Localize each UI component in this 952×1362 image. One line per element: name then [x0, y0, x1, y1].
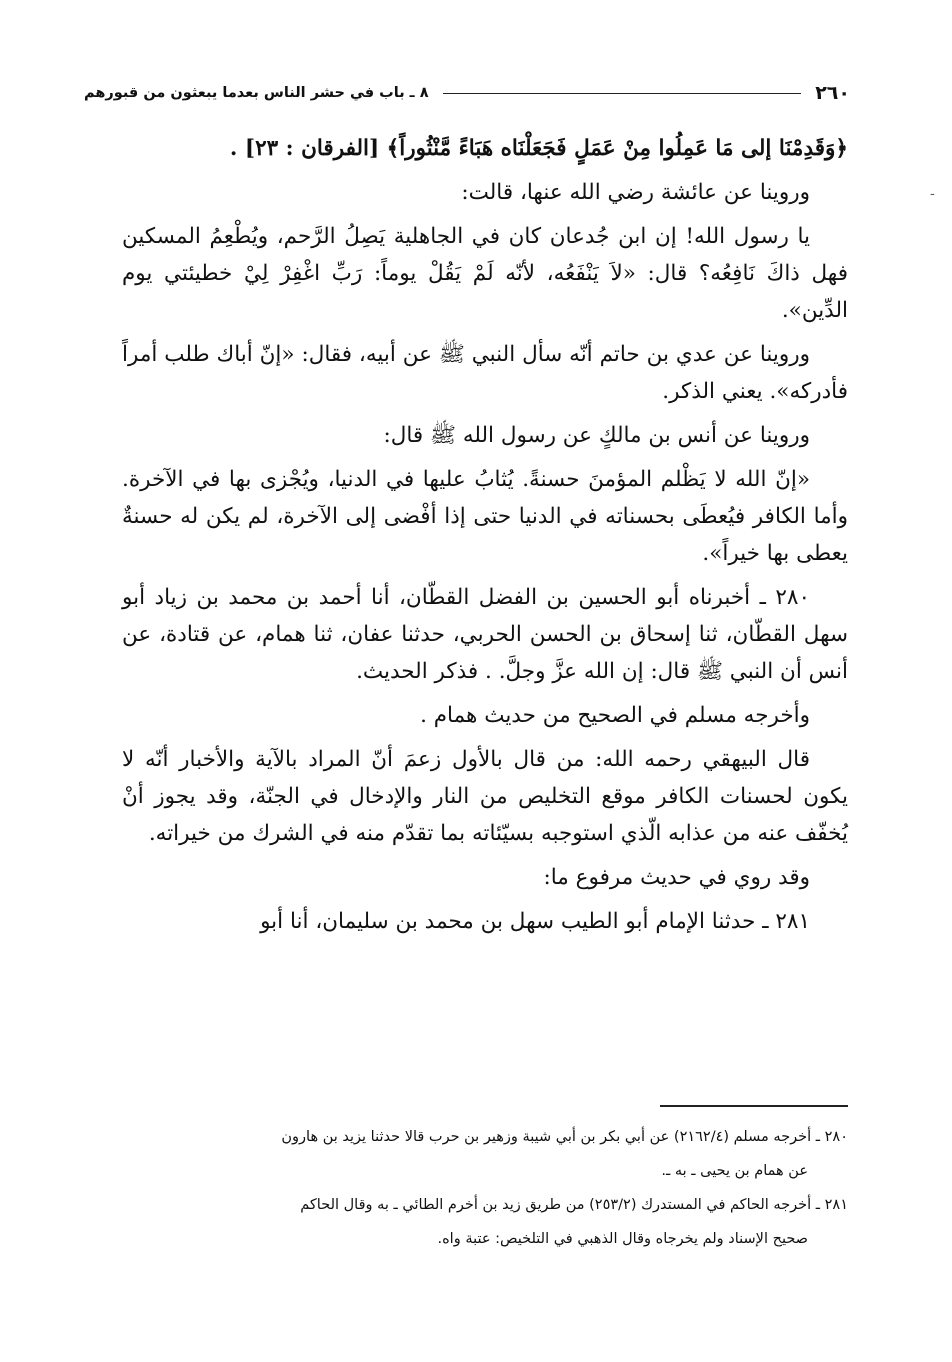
paragraph: وروينا عن عدي بن حاتم أنّه سأل النبي ﷺ عن أبيه، فقال: «إنّ أباك طلب أمراً فأدركه». يعني الذكر.	[122, 342, 848, 404]
quran-verse: ﴿وَقَدِمْنَا إلى مَا عَمِلُوا مِنْ عَمَلٍ فَجَعَلْنَاه هَبَاءً مَّنْثُوراً﴾ [الفرقان : ٢٣] .	[229, 136, 848, 161]
paragraph: وقد روي في حديث مرفوع ما:	[543, 865, 810, 890]
footnote-separator	[660, 1105, 848, 1107]
paragraph: وروينا عن عائشة رضي الله عنها، قالت:	[461, 180, 810, 205]
paragraph: ٢٨١ ـ حدثنا الإمام أبو الطيب سهل بن محمد بن سليمان، أنا أبو	[260, 909, 810, 934]
main-text	[122, 130, 848, 947]
paragraph: قال البيهقي رحمه الله: من قال بالأول زعمَ أنّ المراد بالآية والأخبار أنّه لا يكون لحسنات الكافر موقع التخليص من النار والإدخال في الجنّة، وقد يجوز أنْ يُخفّف عنه من عذابه الّذي استوجبه بسيّئاته بما تقدّم منه في الشرك من خيراته.	[122, 747, 848, 846]
paragraph: ٢٨٠ ـ أخبرناه أبو الحسين بن الفضل القطّان، أنا أحمد بن محمد بن زياد أبو سهل القطّان، ثنا إسحاق بن الحسن الحربي، حدثنا عفان، ثنا همام، عن قتادة، عن أنس أن النبي ﷺ قال: إن الله عزَّ وجلَّ. . فذكر الحديث.	[122, 585, 848, 684]
paragraph: «إنّ الله لا يَظْلم المؤمنَ حسنةً. يُثابُ عليها في الدنيا، ويُجْزى بها في الآخرة. وأما الكافر فيُعطَى بحسناته في الدنيا حتى إذا أفْضى إلى الآخرة، لم يكن له حسنةٌ يعطى بها خيراً».	[122, 467, 848, 566]
chapter-title: ٨ ـ باب في حشر الناس بعدما يبعثون من قبورهم	[84, 85, 429, 101]
margin-mark: -	[930, 186, 935, 202]
page-header	[84, 78, 850, 108]
footnote-line: ٢٨٠ ـ أخرجه مسلم (٢١٦٢/٤) عن أبي بكر بن أبي شيبة وزهير بن حرب قالا حدثنا يزيد بن هارون	[281, 1129, 848, 1145]
footnote-line: عن همام بن يحيى ـ به ـ.	[661, 1163, 808, 1179]
paragraph: يا رسول الله! إن ابن جُدعان كان في الجاهلية يَصِلُ الرَّحم، ويُطْعِمُ المسكين فهل ذاكَ نَافِعُه؟ قال: «لاَ يَنْفَعُه، لأنّه لَمْ يَقُلْ يوماً: رَبِّ اغْفِرْ لِيْ خطيئتي يوم الدِّين».	[122, 224, 848, 323]
footnote-line: ٢٨١ ـ أخرجه الحاكم في المستدرك (٢٥٣/٢) من طريق زيد بن أخرم الطائي ـ به وقال الحاكم	[300, 1197, 848, 1213]
footnotes	[122, 1120, 848, 1256]
page-number: ٢٦٠	[815, 82, 850, 104]
paragraph: وروينا عن أنس بن مالكٍ عن رسول الله ﷺ قال:	[383, 423, 810, 448]
header-rule	[443, 93, 802, 94]
footnote-line: صحيح الإسناد ولم يخرجاه وقال الذهبي في التلخيص: عتبة واه.	[437, 1231, 808, 1247]
paragraph: وأخرجه مسلم في الصحيح من حديث همام .	[420, 703, 810, 728]
